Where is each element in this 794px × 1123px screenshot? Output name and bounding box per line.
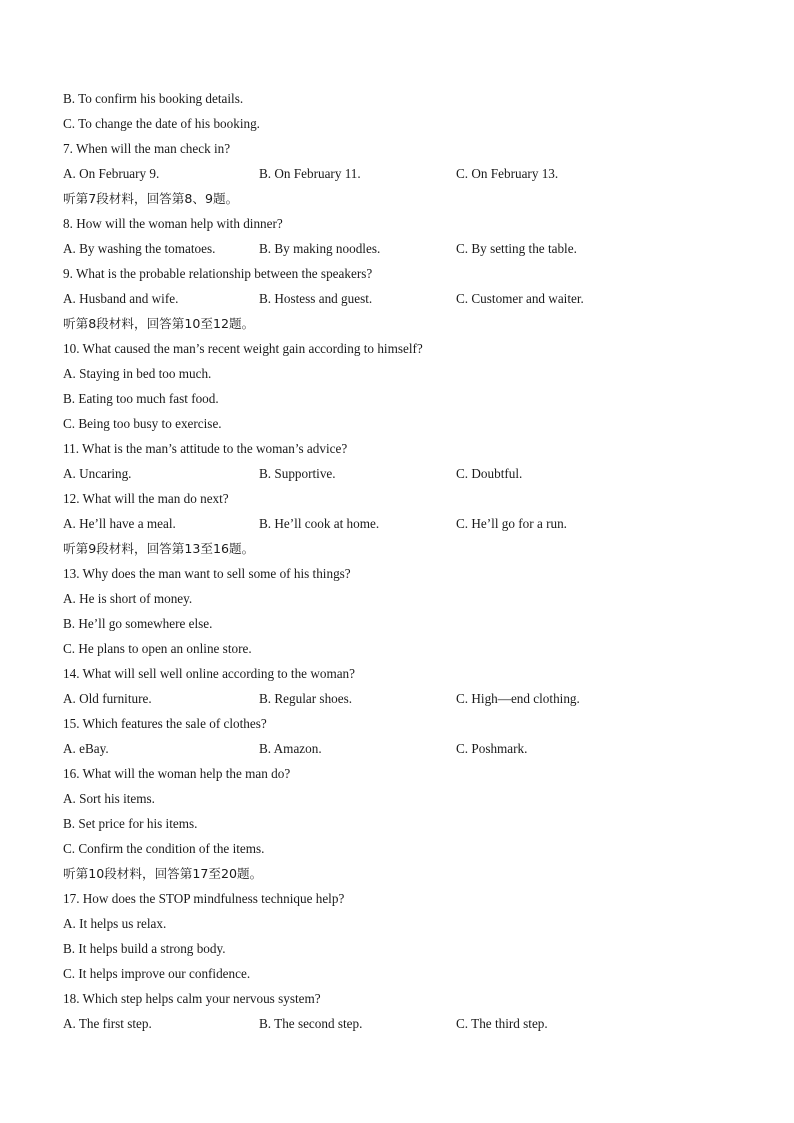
options-row <box>63 164 743 184</box>
question-line: B. To confirm his booking details. <box>63 91 244 106</box>
question-line: 8. How will the woman help with dinner? <box>63 216 283 231</box>
options-row <box>63 289 743 309</box>
option-b: B. Regular shoes. <box>259 691 353 706</box>
option-c: C. Customer and waiter. <box>456 291 584 306</box>
option-b: B. Supportive. <box>259 466 336 481</box>
question-line: B. Set price for his items. <box>63 816 198 831</box>
question-line: 11. What is the man’s attitude to the woman’s advice? <box>63 441 348 456</box>
option-c: C. On February 13. <box>456 166 559 181</box>
question-line: 15. Which features the sale of clothes? <box>63 716 267 731</box>
question-line: 14. What will sell well online according to the woman? <box>63 666 356 681</box>
question-line: 16. What will the woman help the man do? <box>63 766 291 781</box>
option-b: B. By making noodles. <box>259 241 381 256</box>
question-line: C. He plans to open an online store. <box>63 641 252 656</box>
options-row <box>63 689 743 709</box>
option-c: C. The third step. <box>456 1016 548 1031</box>
question-line: 18. Which step helps calm your nervous system? <box>63 991 321 1006</box>
question-line: 17. How does the STOP mindfulness technique help? <box>63 891 345 906</box>
question-line: B. It helps build a strong body. <box>63 941 226 956</box>
option-a: A. eBay. <box>63 741 109 756</box>
options-row <box>63 464 743 484</box>
option-a: A. Old furniture. <box>63 691 152 706</box>
option-b: B. The second step. <box>259 1016 363 1031</box>
options-row <box>63 514 743 534</box>
option-a: A. The first step. <box>63 1016 152 1031</box>
question-line: A. He is short of money. <box>63 591 193 606</box>
option-c: C. By setting the table. <box>456 241 577 256</box>
option-c: C. Poshmark. <box>456 741 528 756</box>
question-line: 13. Why does the man want to sell some of his things? <box>63 566 351 581</box>
option-a: A. By washing the tomatoes. <box>63 241 216 256</box>
question-line: C. Confirm the condition of the items. <box>63 841 265 856</box>
options-row <box>63 1014 743 1034</box>
section-instruction: 听第9段材料，回答第13至16题。 <box>63 541 255 556</box>
section-instruction: 听第10段材料，回答第17至20题。 <box>63 866 263 881</box>
question-line: B. Eating too much fast food. <box>63 391 219 406</box>
option-c: C. High—end clothing. <box>456 691 580 706</box>
option-b: B. On February 11. <box>259 166 361 181</box>
question-line: 7. When will the man check in? <box>63 141 231 156</box>
question-line: C. It helps improve our confidence. <box>63 966 251 981</box>
options-row <box>63 739 743 759</box>
option-a: A. Husband and wife. <box>63 291 179 306</box>
option-b: B. He’ll cook at home. <box>259 516 380 531</box>
question-line: A. Sort his items. <box>63 791 155 806</box>
option-c: C. Doubtful. <box>456 466 523 481</box>
question-line: 9. What is the probable relationship between the speakers? <box>63 266 373 281</box>
option-b: B. Hostess and guest. <box>259 291 373 306</box>
option-c: C. He’ll go for a run. <box>456 516 567 531</box>
option-a: A. On February 9. <box>63 166 160 181</box>
section-instruction: 听第7段材料，回答第8、9题。 <box>63 191 239 206</box>
option-a: A. Uncaring. <box>63 466 132 481</box>
question-line: C. Being too busy to exercise. <box>63 416 222 431</box>
option-a: A. He’ll have a meal. <box>63 516 176 531</box>
section-instruction: 听第8段材料，回答第10至12题。 <box>63 316 255 331</box>
options-row <box>63 239 743 259</box>
question-line: 10. What caused the man’s recent weight gain according to himself? <box>63 341 423 356</box>
question-line: A. Staying in bed too much. <box>63 366 212 381</box>
question-line: B. He’ll go somewhere else. <box>63 616 213 631</box>
question-line: A. It helps us relax. <box>63 916 167 931</box>
question-line: C. To change the date of his booking. <box>63 116 260 131</box>
option-b: B. Amazon. <box>259 741 322 756</box>
question-line: 12. What will the man do next? <box>63 491 229 506</box>
